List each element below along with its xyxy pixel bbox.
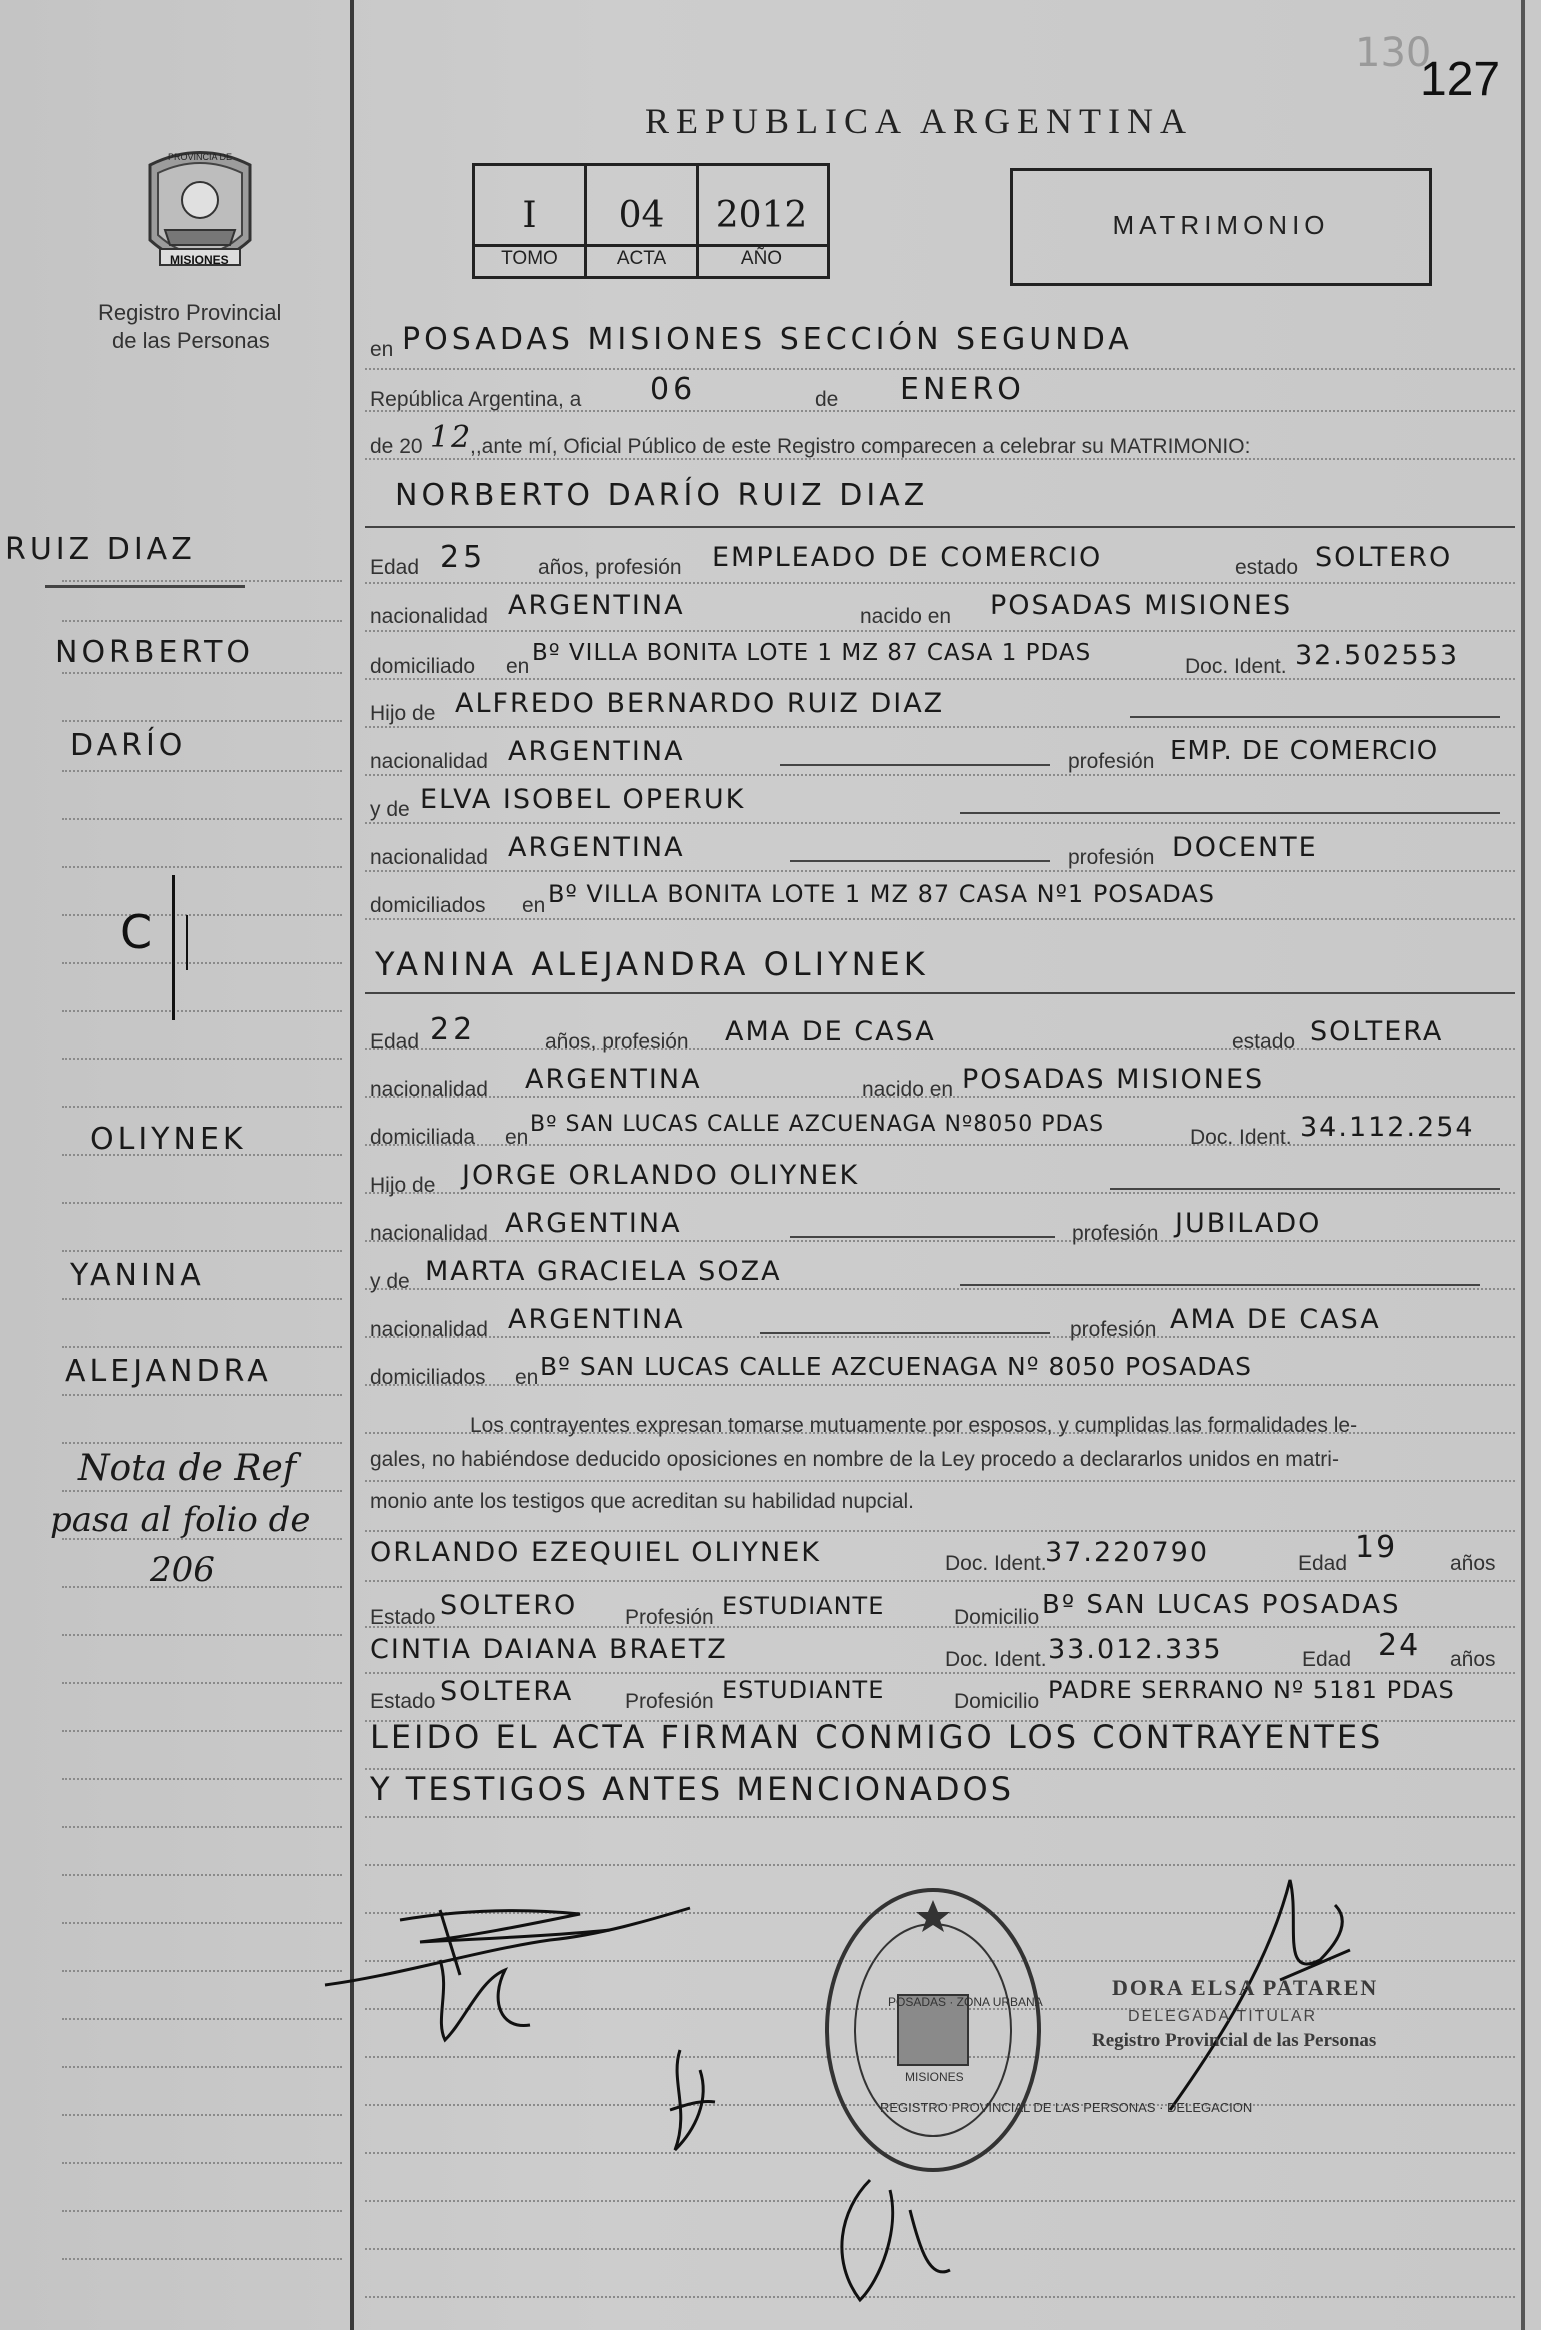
label-estado-w1: Estado bbox=[370, 1606, 436, 1629]
rule bbox=[365, 1580, 1515, 1582]
label-profesion: profesión bbox=[1070, 1318, 1157, 1341]
label-anios-profesion: años, profesión bbox=[545, 1030, 689, 1053]
groom-parents-address: Bº VILLA BONITA LOTE 1 MZ 87 CASA Nº1 POSADAS bbox=[548, 880, 1215, 908]
witness2-doc: 33.012.335 bbox=[1048, 1634, 1223, 1665]
bride-profession: AMA DE CASA bbox=[725, 1016, 936, 1047]
margin-rule bbox=[62, 1346, 342, 1348]
label-profesion: profesión bbox=[1072, 1222, 1159, 1245]
label-nacido-en: nacido en bbox=[862, 1078, 954, 1101]
closing-line-1: LEIDO EL ACTA FIRMAN CONMIGO LOS CONTRAYENTES bbox=[370, 1718, 1384, 1756]
rule bbox=[365, 630, 1515, 632]
registry-name-1: Registro Provincial bbox=[98, 300, 282, 325]
margin-groom-surname: RUIZ DIAZ bbox=[5, 532, 196, 567]
page-right-edge bbox=[1521, 0, 1525, 2330]
margin-rule bbox=[62, 1298, 342, 1300]
margin-rule bbox=[62, 866, 342, 868]
rule bbox=[1110, 1188, 1500, 1190]
margin-rule bbox=[62, 962, 342, 964]
margin-rule bbox=[62, 1682, 342, 1684]
label-nacionalidad: nacionalidad bbox=[370, 750, 488, 773]
label-doc-ident3: Doc. Ident. bbox=[945, 1648, 1047, 1671]
margin-groom-name1: NORBERTO bbox=[55, 635, 255, 670]
label-en: en bbox=[370, 338, 394, 361]
label-domiciliados: domiciliados bbox=[370, 1366, 486, 1389]
witness2-age: 24 bbox=[1378, 1628, 1421, 1663]
margin-rule bbox=[62, 2258, 342, 2260]
groom-father-nationality: ARGENTINA bbox=[508, 736, 685, 767]
label-estado: estado bbox=[1232, 1030, 1296, 1053]
label-edad-w1: Edad bbox=[1298, 1552, 1348, 1575]
rule bbox=[365, 1672, 1515, 1674]
label-en-5: en bbox=[515, 1366, 539, 1389]
closing-line-2: Y TESTIGOS ANTES MENCIONADOS bbox=[370, 1770, 1015, 1808]
label-en-2: en bbox=[506, 655, 530, 678]
rule bbox=[365, 1626, 1515, 1628]
rule bbox=[365, 678, 1515, 680]
label-hijo-de: Hijo de bbox=[370, 702, 436, 725]
rule bbox=[365, 918, 1515, 920]
bride-father: JORGE ORLANDO OLIYNEK bbox=[462, 1160, 860, 1191]
official-round-seal bbox=[818, 1880, 1048, 2180]
rule bbox=[365, 726, 1515, 728]
margin-rule bbox=[62, 1874, 342, 1876]
margin-rule bbox=[62, 1922, 342, 1924]
seal-city-text: MISIONES bbox=[905, 2070, 964, 2084]
witness1-age: 19 bbox=[1355, 1530, 1398, 1565]
rule bbox=[365, 992, 1515, 994]
groom-nationality: ARGENTINA bbox=[508, 590, 685, 621]
rule bbox=[1130, 716, 1500, 718]
bride-age: 22 bbox=[430, 1012, 477, 1047]
bride-mother-nationality: ARGENTINA bbox=[508, 1304, 685, 1335]
label-nacionalidad: nacionalidad bbox=[370, 605, 488, 628]
label-nacionalidad: nacionalidad bbox=[370, 1078, 488, 1101]
label-doc-ident2: Doc. Ident. bbox=[945, 1552, 1047, 1575]
margin-rule bbox=[62, 1826, 342, 1828]
formal-text-2: gales, no habiéndose deducido oposiciones en nombre de la Ley procedo a declararlos unidos en matri- bbox=[370, 1448, 1339, 1471]
label-edad: Edad bbox=[370, 1030, 420, 1053]
margin-rule bbox=[62, 1202, 342, 1204]
place-day: 06 bbox=[650, 372, 697, 407]
rule bbox=[365, 1336, 1515, 1338]
margin-rule bbox=[62, 770, 342, 772]
anio-value: 2012 bbox=[715, 195, 808, 236]
anio-label: AÑO bbox=[740, 248, 783, 269]
label-republica: República Argentina, a bbox=[370, 388, 582, 411]
groom-father-profession: EMP. DE COMERCIO bbox=[1170, 736, 1439, 766]
groom-mother-nationality: ARGENTINA bbox=[508, 832, 685, 863]
margin-rule bbox=[62, 1970, 342, 1972]
margin-rule bbox=[62, 2162, 342, 2164]
label-estado: estado bbox=[1235, 556, 1299, 579]
label-profesion-w2: Profesión bbox=[625, 1690, 714, 1713]
place-month: ENERO bbox=[900, 372, 1025, 407]
label-domiciliado: domiciliado bbox=[370, 655, 476, 678]
rule bbox=[365, 1530, 1515, 1532]
rule bbox=[365, 582, 1515, 584]
label-domiciliada: domiciliada bbox=[370, 1126, 476, 1149]
label-profesion-w1: Profesión bbox=[625, 1606, 714, 1629]
margin-rule bbox=[62, 818, 342, 820]
margin-rule bbox=[62, 1490, 342, 1492]
bride-full-name: YANINA ALEJANDRA OLIYNEK bbox=[375, 945, 929, 983]
bride-birthplace: POSADAS MISIONES bbox=[962, 1064, 1265, 1095]
groom-birthplace: POSADAS MISIONES bbox=[990, 590, 1293, 621]
act-type: MATRIMONIO bbox=[1112, 210, 1330, 240]
label-nacionalidad: nacionalidad bbox=[370, 846, 488, 869]
label-profesion: profesión bbox=[1068, 846, 1155, 869]
acta-label: ACTA bbox=[616, 248, 667, 269]
rule bbox=[365, 1480, 1515, 1482]
official-name: DORA ELSA PATAREN bbox=[1112, 1975, 1379, 2000]
margin-rule bbox=[62, 1010, 342, 1012]
margin-rule bbox=[62, 1058, 342, 1060]
seal-bottom-text: MISIONES bbox=[170, 253, 229, 267]
label-anios-w1: años bbox=[1450, 1552, 1496, 1575]
formal-text-1: Los contrayentes expresan tomarse mutuamente por esposos, y cumplidas las formalidades le- bbox=[470, 1414, 1358, 1437]
margin-rule bbox=[62, 1442, 342, 1444]
margin-rule bbox=[62, 672, 342, 674]
folio-number: 127 bbox=[1420, 53, 1501, 106]
margin-bride-name2: ALEJANDRA bbox=[65, 1354, 272, 1389]
seal-top-text: PROVINCIA DE bbox=[168, 152, 233, 162]
rule bbox=[365, 774, 1515, 776]
margin-rule bbox=[62, 1250, 342, 1252]
label-y-de: y de bbox=[370, 1270, 410, 1293]
groom-doc: 32.502553 bbox=[1295, 640, 1460, 671]
label-anios-w2: años bbox=[1450, 1648, 1496, 1671]
bride-mother: MARTA GRACIELA SOZA bbox=[425, 1256, 782, 1287]
official-office: Registro Provincial de las Personas bbox=[1092, 2030, 1377, 2051]
witness1-signature bbox=[650, 2040, 730, 2170]
margin-note-2: pasa al folio de bbox=[50, 1500, 311, 1540]
witness2-address: PADRE SERRANO Nº 5181 PDAS bbox=[1048, 1676, 1455, 1704]
label-en-4: en bbox=[505, 1126, 529, 1149]
label-domicilio-w2: Domicilio bbox=[954, 1690, 1040, 1713]
margin-rule bbox=[62, 1634, 342, 1636]
rule bbox=[780, 764, 1050, 766]
witness1-status: SOLTERO bbox=[440, 1590, 578, 1621]
margin-rule bbox=[62, 580, 342, 582]
label-edad: Edad bbox=[370, 556, 420, 579]
rule bbox=[365, 870, 1515, 872]
margin-rule bbox=[62, 2114, 342, 2116]
label-nacionalidad: nacionalidad bbox=[370, 1318, 488, 1341]
label-doc-ident: Doc. Ident. bbox=[1190, 1126, 1292, 1149]
rule bbox=[365, 1192, 1515, 1194]
witness2-name: CINTIA DAIANA BRAETZ bbox=[370, 1634, 728, 1665]
place-location: POSADAS MISIONES SECCIÓN SEGUNDA bbox=[402, 322, 1133, 357]
rule bbox=[960, 812, 1500, 814]
margin-bar bbox=[172, 875, 175, 1020]
rule bbox=[365, 1144, 1515, 1146]
rule bbox=[365, 368, 1515, 370]
groom-father: ALFREDO BERNARDO RUIZ DIAZ bbox=[455, 688, 945, 719]
groom-full-name: NORBERTO DARÍO RUIZ DIAZ bbox=[395, 478, 929, 513]
rule bbox=[790, 1236, 1055, 1238]
groom-age: 25 bbox=[440, 540, 487, 575]
rule bbox=[790, 860, 1050, 862]
label-ante-mi: ,,ante mí, Oficial Público de este Registro comparecen a celebrar su MATRIMONIO: bbox=[470, 435, 1251, 458]
rule bbox=[365, 1288, 1515, 1290]
registry-name-2: de las Personas bbox=[112, 328, 270, 353]
tomo-label: TOMO bbox=[501, 248, 558, 269]
rule bbox=[365, 1240, 1515, 1242]
witness2-signature bbox=[800, 2170, 970, 2330]
groom-mother: ELVA ISOBEL OPERUK bbox=[420, 784, 746, 815]
record-box-hline bbox=[472, 244, 827, 247]
tomo-value: I bbox=[522, 195, 537, 236]
bride-status: SOLTERA bbox=[1310, 1016, 1444, 1047]
groom-profession: EMPLEADO DE COMERCIO bbox=[712, 542, 1103, 573]
bride-address: Bº SAN LUCAS CALLE AZCUENAGA Nº8050 PDAS bbox=[530, 1112, 1105, 1137]
label-de: de bbox=[815, 388, 839, 411]
rule bbox=[365, 1816, 1515, 1818]
bride-signature bbox=[420, 1940, 550, 2060]
witness1-name: ORLANDO EZEQUIEL OLIYNEK bbox=[370, 1537, 821, 1568]
label-nacido-en: nacido en bbox=[860, 605, 952, 628]
margin-rule bbox=[62, 2018, 342, 2020]
margin-underline bbox=[45, 585, 245, 588]
witness1-profession: ESTUDIANTE bbox=[722, 1592, 885, 1620]
label-de20: de 20 bbox=[370, 435, 423, 458]
margin-sign-c: C bbox=[120, 905, 153, 959]
witness1-doc: 37.220790 bbox=[1045, 1537, 1210, 1568]
margin-rule bbox=[62, 1106, 342, 1108]
rule bbox=[960, 1284, 1480, 1286]
margin-bride-surname: OLIYNEK bbox=[90, 1122, 247, 1157]
witness1-address: Bº SAN LUCAS POSADAS bbox=[1042, 1590, 1401, 1620]
rule bbox=[365, 526, 1515, 528]
acta-value: 04 bbox=[618, 195, 665, 236]
label-edad-w2: Edad bbox=[1302, 1648, 1352, 1671]
formal-text-3: monio ante los testigos que acreditan su habilidad nupcial. bbox=[370, 1490, 915, 1513]
margin-rule bbox=[62, 914, 342, 916]
margin-rule bbox=[62, 1778, 342, 1780]
margin-bar bbox=[186, 915, 188, 970]
folio-faint: 130 bbox=[1355, 30, 1432, 76]
place-year: 12 bbox=[430, 420, 473, 455]
margin-groom-name2: DARÍO bbox=[70, 728, 187, 763]
margin-rule bbox=[62, 620, 342, 622]
label-doc-ident: Doc. Ident. bbox=[1185, 655, 1287, 678]
margin-note-3: 206 bbox=[150, 1550, 215, 1590]
label-hijo-de: Hijo de bbox=[370, 1174, 436, 1197]
groom-address: Bº VILLA BONITA LOTE 1 MZ 87 CASA 1 PDAS bbox=[532, 640, 1092, 666]
rule bbox=[365, 1048, 1515, 1050]
label-en-3: en bbox=[522, 894, 546, 917]
rule bbox=[760, 1332, 1050, 1334]
bride-father-nationality: ARGENTINA bbox=[505, 1208, 682, 1239]
bride-parents-address: Bº SAN LUCAS CALLE AZCUENAGA Nº 8050 POSADAS bbox=[540, 1352, 1253, 1381]
margin-bride-name1: YANINA bbox=[70, 1258, 205, 1293]
label-domiciliados: domiciliados bbox=[370, 894, 486, 917]
groom-status: SOLTERO bbox=[1315, 542, 1453, 573]
label-nacionalidad: nacionalidad bbox=[370, 1222, 488, 1245]
label-domicilio-w1: Domicilio bbox=[954, 1606, 1040, 1629]
margin-rule bbox=[62, 1394, 342, 1396]
witness2-status: SOLTERA bbox=[440, 1676, 574, 1707]
margin-rule bbox=[62, 2066, 342, 2068]
bride-nationality: ARGENTINA bbox=[525, 1064, 702, 1095]
margin-rule bbox=[62, 720, 342, 722]
margin-note-1: Nota de Ref bbox=[78, 1448, 297, 1489]
margin-rule bbox=[62, 2210, 342, 2212]
official-title: DELEGADA TITULAR bbox=[1128, 2008, 1318, 2025]
bride-father-profession: JUBILADO bbox=[1175, 1208, 1322, 1239]
label-estado-w2: Estado bbox=[370, 1690, 436, 1713]
bride-mother-profession: AMA DE CASA bbox=[1170, 1304, 1381, 1335]
label-anios-profesion: años, profesión bbox=[538, 556, 682, 579]
witness2-profession: ESTUDIANTE bbox=[722, 1676, 885, 1704]
groom-mother-profession: DOCENTE bbox=[1172, 832, 1318, 863]
seal-ring-text: REGISTRO PROVINCIAL DE LAS PERSONAS · DELEGACION bbox=[880, 2100, 1253, 2115]
bride-doc: 34.112.254 bbox=[1300, 1112, 1475, 1143]
rule bbox=[365, 822, 1515, 824]
seal-inner-text: POSADAS · ZONA URBANA bbox=[888, 1995, 1043, 2009]
label-profesion: profesión bbox=[1068, 750, 1155, 773]
label-y-de: y de bbox=[370, 798, 410, 821]
margin-rule bbox=[62, 1730, 342, 1732]
country-heading: REPUBLICA ARGENTINA bbox=[645, 101, 1194, 141]
